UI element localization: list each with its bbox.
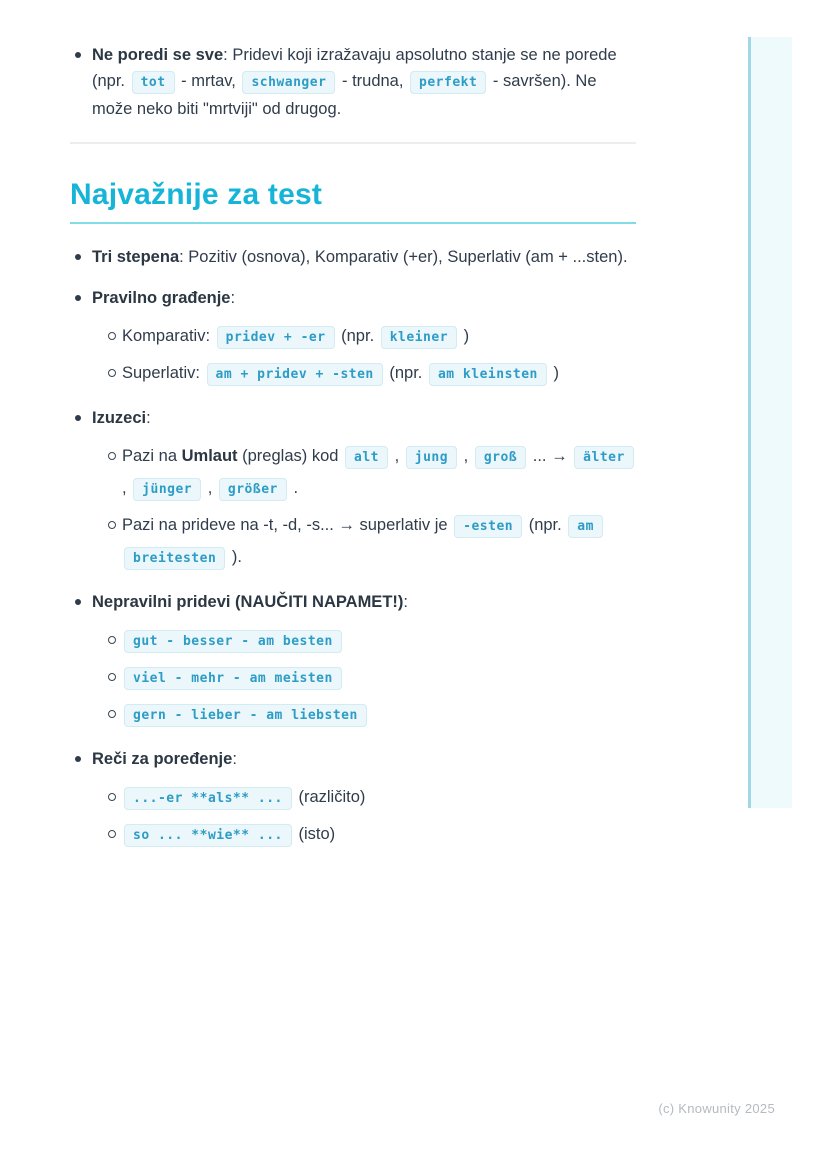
bullet-dot-icon	[75, 295, 81, 301]
text-run: Komparativ:	[122, 327, 215, 345]
bullet-circle-icon	[108, 830, 116, 838]
bullet-circle-icon	[108, 452, 116, 460]
bullet-circle-icon	[108, 521, 116, 529]
sub-list-item	[100, 699, 636, 731]
bullet-dot-icon	[75, 415, 81, 421]
bold-text: Umlaut	[181, 447, 238, 465]
list-item-text	[122, 327, 469, 345]
section-divider	[70, 142, 636, 144]
text-run: .	[288, 479, 299, 497]
text-run: (isto)	[293, 825, 336, 843]
text-run: (npr.	[384, 364, 427, 382]
text-run: Pazi na	[122, 447, 182, 465]
bold-text: Pravilno građenje	[92, 289, 231, 307]
code-chip: am breitesten	[124, 515, 603, 570]
sub-list-item	[100, 782, 636, 814]
bold-text: Izuzeci	[92, 409, 147, 427]
text-run: ,	[122, 479, 132, 497]
page-edge-strip	[748, 37, 792, 808]
list-item-text	[92, 46, 617, 118]
text-run: (različito)	[293, 788, 366, 806]
main-list	[70, 244, 636, 851]
bullet-circle-icon	[108, 369, 116, 377]
intro-list	[70, 42, 636, 122]
sub-list-item	[100, 358, 636, 390]
bullet-circle-icon	[108, 636, 116, 644]
code-chip: groß	[475, 446, 526, 469]
text-run: ,	[390, 447, 404, 465]
text-run: )	[548, 364, 559, 382]
text-run: : Pozitiv (osnova), Komparativ (+er), Superlativ (am + ...sten).	[179, 248, 628, 266]
code-chip: ...-er **als** ...	[124, 787, 292, 810]
text-run: :	[230, 289, 236, 307]
list-item-text	[92, 750, 237, 768]
list-item	[70, 42, 636, 122]
list-item-text	[92, 409, 151, 427]
bullet-circle-icon	[108, 332, 116, 340]
list-item-text	[122, 516, 605, 566]
code-chip: gern - lieber - am liebsten	[124, 704, 367, 727]
bullet-dot-icon	[75, 254, 81, 260]
text-run: - mrtav,	[176, 72, 241, 90]
section-heading: Najvažnije za test	[70, 176, 636, 224]
text-run: :	[232, 750, 237, 768]
list-item-text	[122, 447, 636, 497]
list-item	[70, 746, 636, 772]
bullet-dot-icon	[75, 599, 81, 605]
bullet-dot-icon	[75, 756, 81, 762]
text-run: ,	[203, 479, 217, 497]
code-chip: alt	[345, 446, 388, 469]
code-chip: kleiner	[381, 326, 457, 349]
sub-list-item	[100, 441, 636, 505]
bullet-circle-icon	[108, 673, 116, 681]
sub-list-item	[100, 819, 636, 851]
text-run: :	[403, 593, 408, 611]
text-run: (npr.	[336, 327, 379, 345]
code-chip: gut - besser - am besten	[124, 630, 342, 653]
list-item	[70, 589, 636, 615]
text-run: )	[459, 327, 470, 345]
text-run: ,	[459, 447, 473, 465]
list-item-text	[92, 248, 628, 266]
code-chip: jünger	[133, 478, 201, 501]
bold-text: Ne poredi se sve	[92, 46, 224, 64]
text-run: : Pridevi koji izražavaju apsolutno stanje se ne porede (npr.	[92, 46, 617, 90]
code-chip: viel - mehr - am meisten	[124, 667, 342, 690]
list-item	[70, 285, 636, 311]
bullet-circle-icon	[108, 793, 116, 801]
list-item-text	[122, 364, 559, 382]
text-run: ... →	[528, 447, 573, 465]
text-run: :	[146, 409, 151, 427]
list-item-text	[122, 825, 335, 843]
list-item-text	[92, 289, 235, 307]
code-chip: perfekt	[410, 71, 486, 94]
code-chip: am kleinsten	[429, 363, 547, 386]
list-item	[70, 405, 636, 431]
list-item-text	[92, 593, 408, 611]
code-chip: größer	[219, 478, 287, 501]
sub-list-item	[100, 662, 636, 694]
list-item-text	[122, 631, 344, 649]
text-run: (npr.	[524, 516, 567, 534]
text-run: - trudna,	[337, 72, 409, 90]
code-chip: jung	[406, 446, 457, 469]
page-content	[70, 40, 636, 856]
bullet-dot-icon	[75, 52, 81, 58]
code-chip: schwanger	[242, 71, 335, 94]
list-item-text	[122, 705, 369, 723]
text-run: (preglas) kod	[237, 447, 344, 465]
sub-list-item	[100, 510, 636, 574]
code-chip: -esten	[454, 515, 522, 538]
copyright-footer: (c) Knowunity 2025	[658, 1101, 775, 1116]
code-chip: am + pridev + -sten	[207, 363, 383, 386]
bold-text: Tri stepena	[92, 248, 180, 266]
text-run: - savršen). Ne može neko biti "mrtviji" od drugog.	[92, 72, 597, 118]
list-item	[70, 244, 636, 270]
code-chip: tot	[132, 71, 175, 94]
list-item-text	[122, 668, 344, 686]
sub-list-item	[100, 321, 636, 353]
text-run: ).	[227, 548, 242, 566]
text-run: Superlativ:	[122, 364, 205, 382]
bullet-circle-icon	[108, 710, 116, 718]
list-item-text	[122, 788, 365, 806]
bold-text: Reči za poređenje	[92, 750, 233, 768]
code-chip: so ... **wie** ...	[124, 824, 292, 847]
code-chip: älter	[574, 446, 634, 469]
text-run: Pazi na prideve na -t, -d, -s... → superlativ je	[122, 516, 453, 534]
sub-list-item	[100, 625, 636, 657]
code-chip: pridev + -er	[217, 326, 335, 349]
bold-text: Nepravilni pridevi (NAUČITI NAPAMET!)	[92, 593, 404, 611]
